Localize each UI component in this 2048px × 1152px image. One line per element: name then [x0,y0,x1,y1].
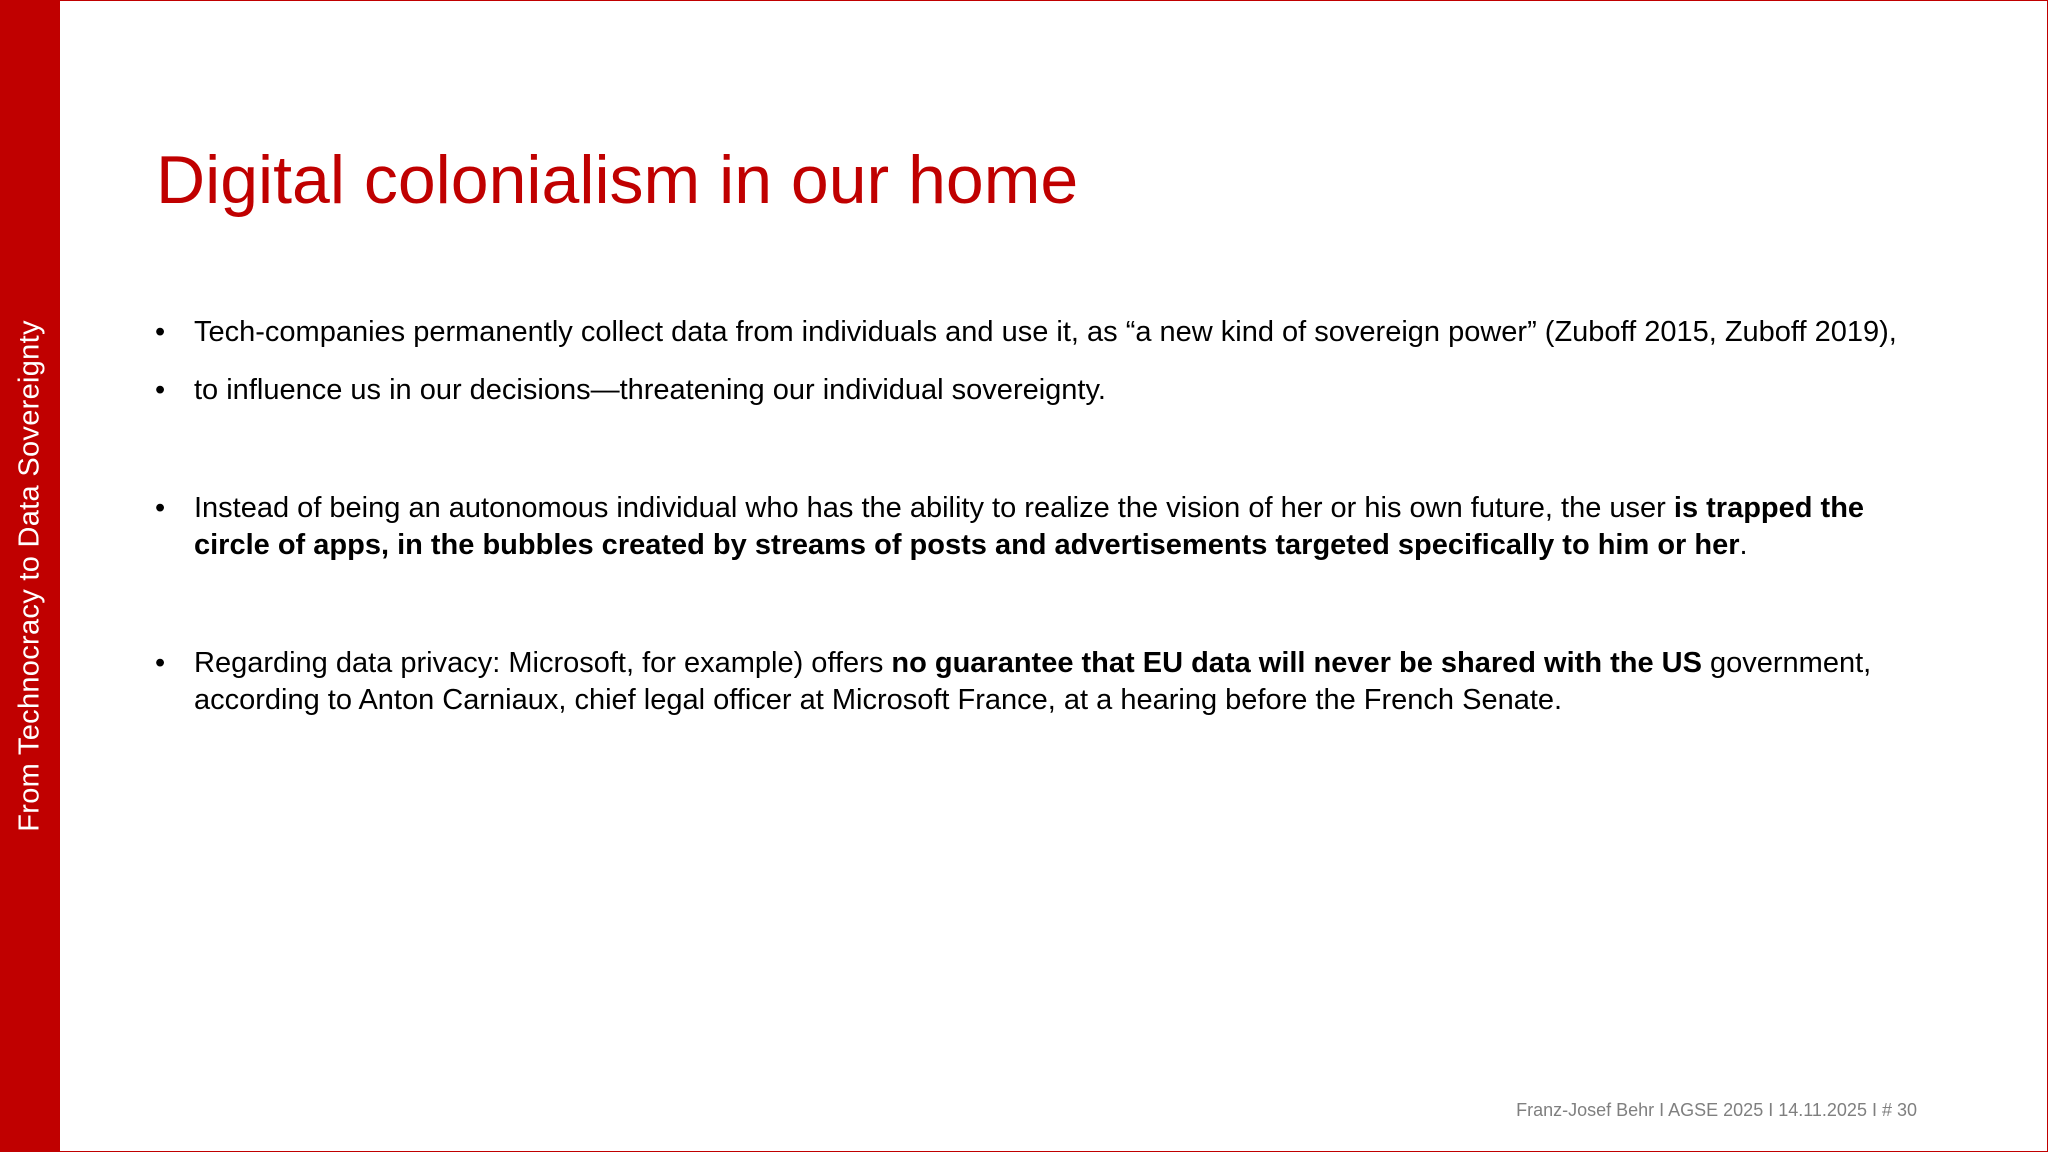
bullet-item-influence [154,372,1904,409]
slide-footer: Franz-Josef Behr I AGSE 2025 I 14.11.2025 I # 30 [1516,1100,1917,1120]
bullet-item-collect-data [154,314,1904,351]
bullet-text: Regarding data privacy: Microsoft, for example) offers [194,647,892,679]
bullet-text: Instead of being an autonomous individual who has the ability to realize the vision of her or his own future, the user [194,492,1674,524]
bullet-emphasis: no guarantee that EU data will never be shared with the US [891,647,1702,679]
slide-title: Digital colonialism in our home [156,142,1079,218]
bullet-item-autonomous-individual [154,490,1904,564]
bullet-emphasis: is trapped the circle of apps, in the bubbles created by streams of posts and advertisements targeted specifically to him or her [194,492,1865,561]
bullet-text: government, according to Anton Carniaux, chief legal officer at Microsoft France, at a hearing before the French Senate. [194,647,1872,716]
sidebar-band [0,0,60,1152]
sidebar-label: From Technocracy to Data Sovereignty [13,320,46,832]
bullet-text: . [1739,529,1748,561]
bullet-list [154,314,1904,719]
bullet-text: to influence us in our decisions—threatening our individual sovereignty. [194,374,1106,406]
bullet-text: Tech-companies permanently collect data from individuals and use it, as “a new kind of sovereign power” (Zuboff 2015, Zuboff 2019), [194,316,1897,348]
bullet-item-data-privacy [154,645,1904,719]
